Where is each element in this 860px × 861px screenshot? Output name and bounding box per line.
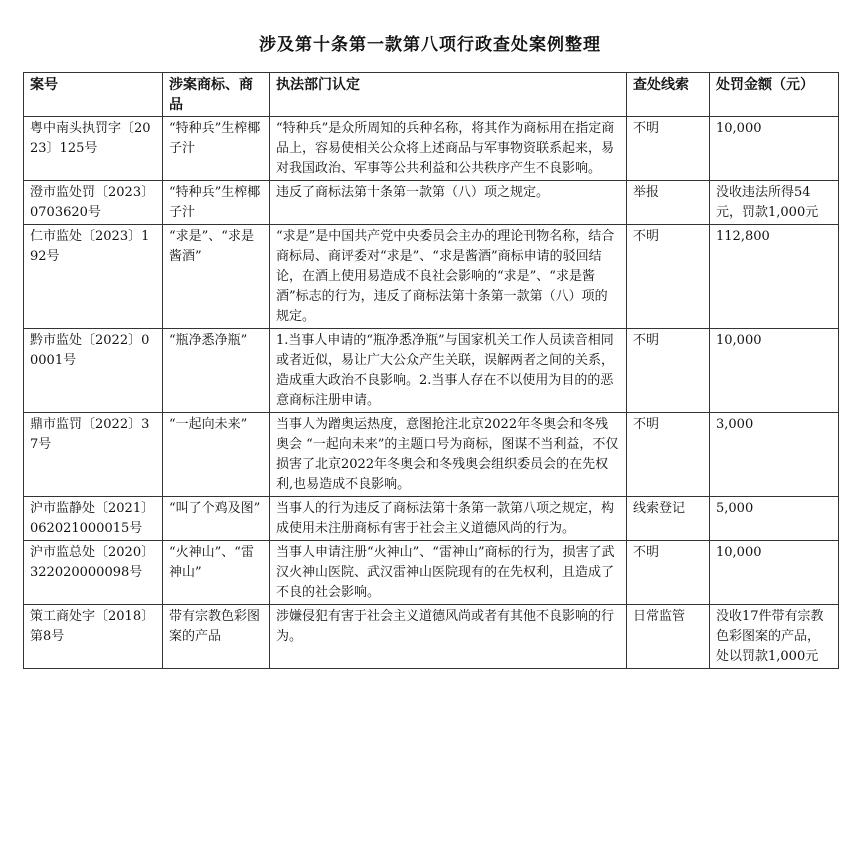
trademark-cell: “瓶净悉净瓶” [163,329,270,413]
clue-cell: 不明 [627,117,710,181]
table-row [24,541,839,605]
penalty-cell: 10,000 [710,329,839,413]
case-table [23,72,839,669]
table-row [24,413,839,497]
finding-cell: 涉嫌侵犯有害于社会主义道德风尚或者有其他不良影响的行为。 [270,605,627,669]
header-investigation-clue: 查处线索 [627,73,710,117]
trademark-cell: 带有宗教色彩图案的产品 [163,605,270,669]
case-number-cell: 仁市监处〔2023〕192号 [24,225,163,329]
case-number-cell: 沪市监总处〔2020〕322020000098号 [24,541,163,605]
clue-cell: 不明 [627,329,710,413]
header-trademark-product: 涉案商标、商品 [163,73,270,117]
table-row [24,117,839,181]
case-number-cell: 粤中南头执罚字〔2023〕125号 [24,117,163,181]
finding-cell: 当事人申请注册“火神山”、“雷神山”商标的行为，损害了武汉火神山医院、武汉雷神山医院现有的在先权利，且造成了不良的社会影响。 [270,541,627,605]
clue-cell: 不明 [627,225,710,329]
header-enforcement-finding: 执法部门认定 [270,73,627,117]
trademark-cell: “一起向未来” [163,413,270,497]
table-row [24,497,839,541]
case-number-cell: 黔市监处〔2022〕00001号 [24,329,163,413]
clue-cell: 线索登记 [627,497,710,541]
table-row [24,225,839,329]
trademark-cell: “火神山”、“雷神山” [163,541,270,605]
finding-cell: 违反了商标法第十条第一款第（八）项之规定。 [270,181,627,225]
penalty-cell: 3,000 [710,413,839,497]
header-penalty-amount: 处罚金额（元） [710,73,839,117]
table-header-row [24,73,839,117]
trademark-cell: “叫了个鸡及图” [163,497,270,541]
finding-cell: “特种兵”是众所周知的兵种名称，将其作为商标用在指定商品上，容易使相关公众将上述商品与军事物资联系起来，易对我国政治、军事等公共利益和公共秩序产生不良影响。 [270,117,627,181]
table-row [24,181,839,225]
case-number-cell: 沪市监静处〔2021〕062021000015号 [24,497,163,541]
penalty-cell: 112,800 [710,225,839,329]
penalty-cell: 没收违法所得54元，罚款1,000元 [710,181,839,225]
penalty-cell: 10,000 [710,117,839,181]
clue-cell: 不明 [627,413,710,497]
table-row [24,329,839,413]
finding-cell: 当事人为蹭奥运热度，意图抢注北京2022年冬奥会和冬残奥会 “一起向未来”的主题口号为商标，图谋不当利益，不仅损害了北京2022年冬奥会和冬残奥会组织委员会的在先权利,也易造成不良影响。 [270,413,627,497]
case-number-cell: 鼎市监罚〔2022〕37号 [24,413,163,497]
document-title: 涉及第十条第一款第八项行政查处案例整理 [259,35,601,55]
finding-cell: 1.当事人申请的“瓶净悉净瓶”与国家机关工作人员读音相同或者近似，易让广大公众产生关联，误解两者之间的关系，造成重大政治不良影响。2.当事人存在不以使用为目的的恶意商标注册申请。 [270,329,627,413]
table-row [24,605,839,669]
case-number-cell: 澄市监处罚〔2023〕0703620号 [24,181,163,225]
penalty-cell: 10,000 [710,541,839,605]
penalty-cell: 5,000 [710,497,839,541]
case-number-cell: 策工商处字〔2018〕第8号 [24,605,163,669]
clue-cell: 日常监管 [627,605,710,669]
clue-cell: 举报 [627,181,710,225]
header-case-number: 案号 [24,73,163,117]
finding-cell: “求是”是中国共产党中央委员会主办的理论刊物名称，结合商标局、商评委对“求是”、“求是酱酒”商标申请的驳回结论，在酒上使用易造成不良社会影响的“求是”、“求是酱酒”标志的行为，违反了商标法第十条第一款第（八）项的规定。 [270,225,627,329]
trademark-cell: “求是”、“求是酱酒” [163,225,270,329]
trademark-cell: “特种兵”生榨椰子汁 [163,117,270,181]
finding-cell: 当事人的行为违反了商标法第十条第一款第八项之规定，构成使用未注册商标有害于社会主义道德风尚的行为。 [270,497,627,541]
trademark-cell: “特种兵”生榨椰子汁 [163,181,270,225]
clue-cell: 不明 [627,541,710,605]
penalty-cell: 没收17件带有宗教色彩图案的产品，处以罚款1,000元 [710,605,839,669]
